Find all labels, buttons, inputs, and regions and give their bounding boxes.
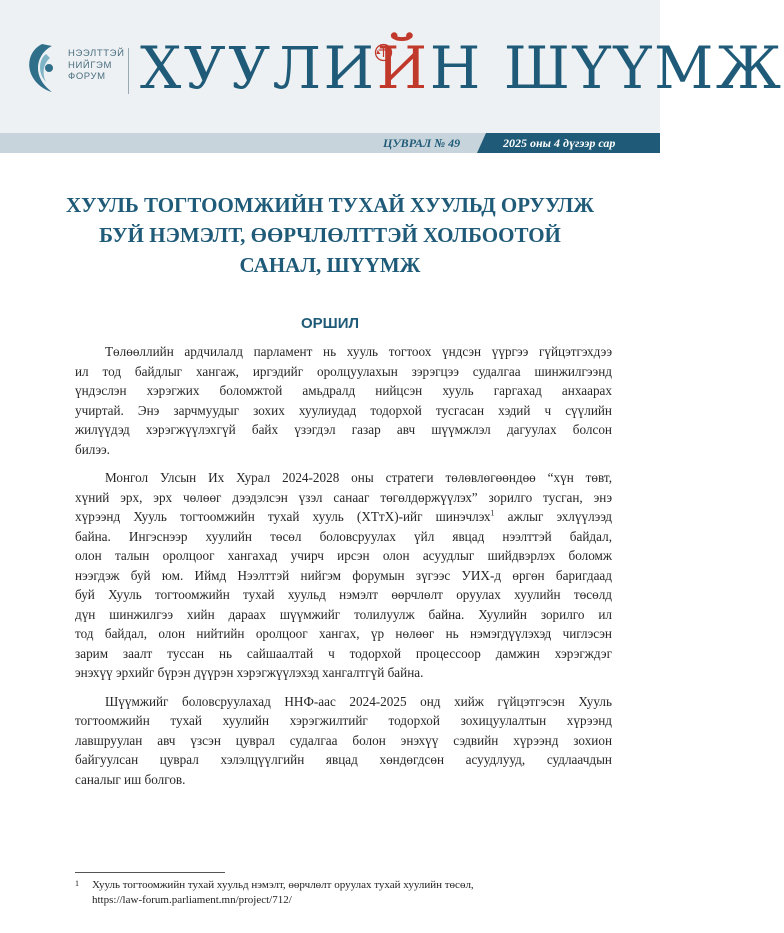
paragraph — [75, 468, 612, 683]
text-line: дүн шинжилгээ хийн дараах шүүмжийг толилуулж байна. Хуулийн зорилго ил — [75, 606, 612, 622]
text-line: тод байдал, олон нийтийн оролцоог хангах, үр нөлөөг нь нэмэгдүүлэхэд чиглэсэн — [75, 626, 612, 641]
document-title — [40, 190, 620, 280]
text-line: тогтоомжийн тухай хуулийн хэрэгжилтийг тодорхой зохицуулалтын хүрээнд — [75, 713, 612, 728]
text-line: үндэслэн хэрэгжих боломжтой амьдралд нийцсэн хууль гаргахад анхаарах — [75, 383, 612, 398]
footnote-rule — [75, 872, 225, 873]
org-name-line: НИЙГЭМ — [68, 59, 113, 71]
text-line: энэхүү эрхийг бүрэн дүүрэн хэрэгжүүлэхэд хангалтгүй байна. — [75, 665, 424, 680]
text-line: жилүүдэд хэрэгжүүлэхгүй байх үзэгдэл газар авч шүүмжлэл дагуулах болсон — [75, 422, 612, 437]
text-line: хүний эрх, эрх чөлөөг дээдэлсэн үзэл санааг төгөлдөржүүлэх” зорилго тусган, энэ — [75, 489, 612, 505]
brand-part2: Н ШҮҮМЖ — [429, 34, 784, 102]
text-line: билээ. — [75, 441, 110, 457]
text-line: олон талын оролцоог хангахад учирч ирсэн олон асуудлыг шийдвэрлэх боломж — [75, 548, 612, 563]
paragraph — [75, 692, 612, 790]
masthead-divider — [128, 48, 129, 94]
body-text — [75, 342, 612, 798]
justice-scale-icon — [374, 44, 393, 61]
text-fragment: ажлыг эхлүүлээд — [494, 509, 612, 524]
text-line: зарим заалт туссан нь сайшаалтай ч тодорхой процессоор дамжин хэрэгждэг — [75, 645, 612, 661]
text-line: байна. Ингэснээр хуулийн төсөл боловсруулах үйл явцад нээлттэй байдал, — [75, 528, 612, 544]
text-line: учиртай. Энэ зарчмуудыг зохих хуулиудад тодорхой тусгасан хэдий ч сүүлийн — [75, 402, 612, 418]
brand-part1: ХУУЛИ — [140, 34, 377, 102]
org-name-line: ФОРУМ — [68, 71, 106, 82]
text-line: лавшруулан авч үзсэн цуврал судалгаа болон энэхүү сэдвийн хүрээнд зохион — [75, 732, 612, 748]
org-name-line: НЭЭЛТТЭЙ — [68, 48, 125, 59]
text-line-with-note — [75, 507, 612, 527]
footnote-marker[interactable]: 1 — [490, 508, 495, 518]
text-line: нээгдэж буй юм. Иймд Нээлттэй нийгэм форумын зүгээс УИХ-д өргөн баригдаад — [75, 567, 612, 583]
text-line: байгуулсан цуврал хэлэлцүүлгийн явцад хөндөгдсөн асуудлууд, судлаачдын — [75, 752, 612, 767]
org-name — [68, 48, 125, 83]
text-line: Монгол Улсын Их Хурал 2024-2028 оны стратеги төлөвлөгөөндөө “хүн төвт, — [105, 470, 612, 485]
text-fragment: хүрээнд Хууль тогтоомжийн тухай хууль (ХТтХ)-ийг шинэчлэх — [75, 509, 491, 524]
text-line: ил тод байдлыг хангаж, иргэдийг оролцуулахын зэрэгцээ судалгаа шинжилгээнд — [75, 363, 612, 379]
issue-date: 2025 оны 4 дүгээр сар — [503, 136, 616, 150]
brand-accent-letter: Й — [376, 34, 430, 102]
footnote-text: Хууль тогтоомжийн тухай хуульд нэмэлт, өөрчлөлт оруулах тухай хуулийн төсөл, — [92, 879, 474, 891]
footnote-link[interactable]: https://law-forum.parliament.mn/project/712/ — [92, 894, 292, 906]
title-line: САНАЛ, ШҮҮМЖ — [239, 253, 421, 277]
series-number: ЦУВРАЛ № 49 — [383, 136, 461, 150]
footnote-number: 1 — [75, 879, 79, 888]
text-line: Төлөөллийн ардчилалд парламент нь хууль тогтоох үндсэн үүргээ гүйцэтгэхдээ — [105, 344, 612, 359]
paragraph — [75, 342, 612, 459]
text-line: буй Хууль тогтоомжийн тухай хуульд нэмэлт өөрчлөлт оруулах хуулийн төсөлд — [75, 587, 612, 602]
text-line: саналыг иш болгов. — [75, 771, 186, 787]
title-line: БУЙ НЭМЭЛТ, ӨӨРЧЛӨЛТТЭЙ ХОЛБООТОЙ — [99, 223, 561, 247]
footnote — [75, 878, 615, 908]
open-society-forum-logo-icon — [22, 40, 62, 98]
section-heading: ОРШИЛ — [300, 315, 360, 332]
publication-title — [140, 22, 784, 114]
text-line: Шүүмжийг боловсруулахад ННФ-аас 2024-2025 онд хийж гүйцэтгэсэн Хууль — [105, 693, 612, 709]
title-line: ХУУЛЬ ТОГТООМЖИЙН ТУХАЙ ХУУЛЬД ОРУУЛЖ — [65, 193, 594, 217]
brand-accent — [377, 34, 430, 102]
